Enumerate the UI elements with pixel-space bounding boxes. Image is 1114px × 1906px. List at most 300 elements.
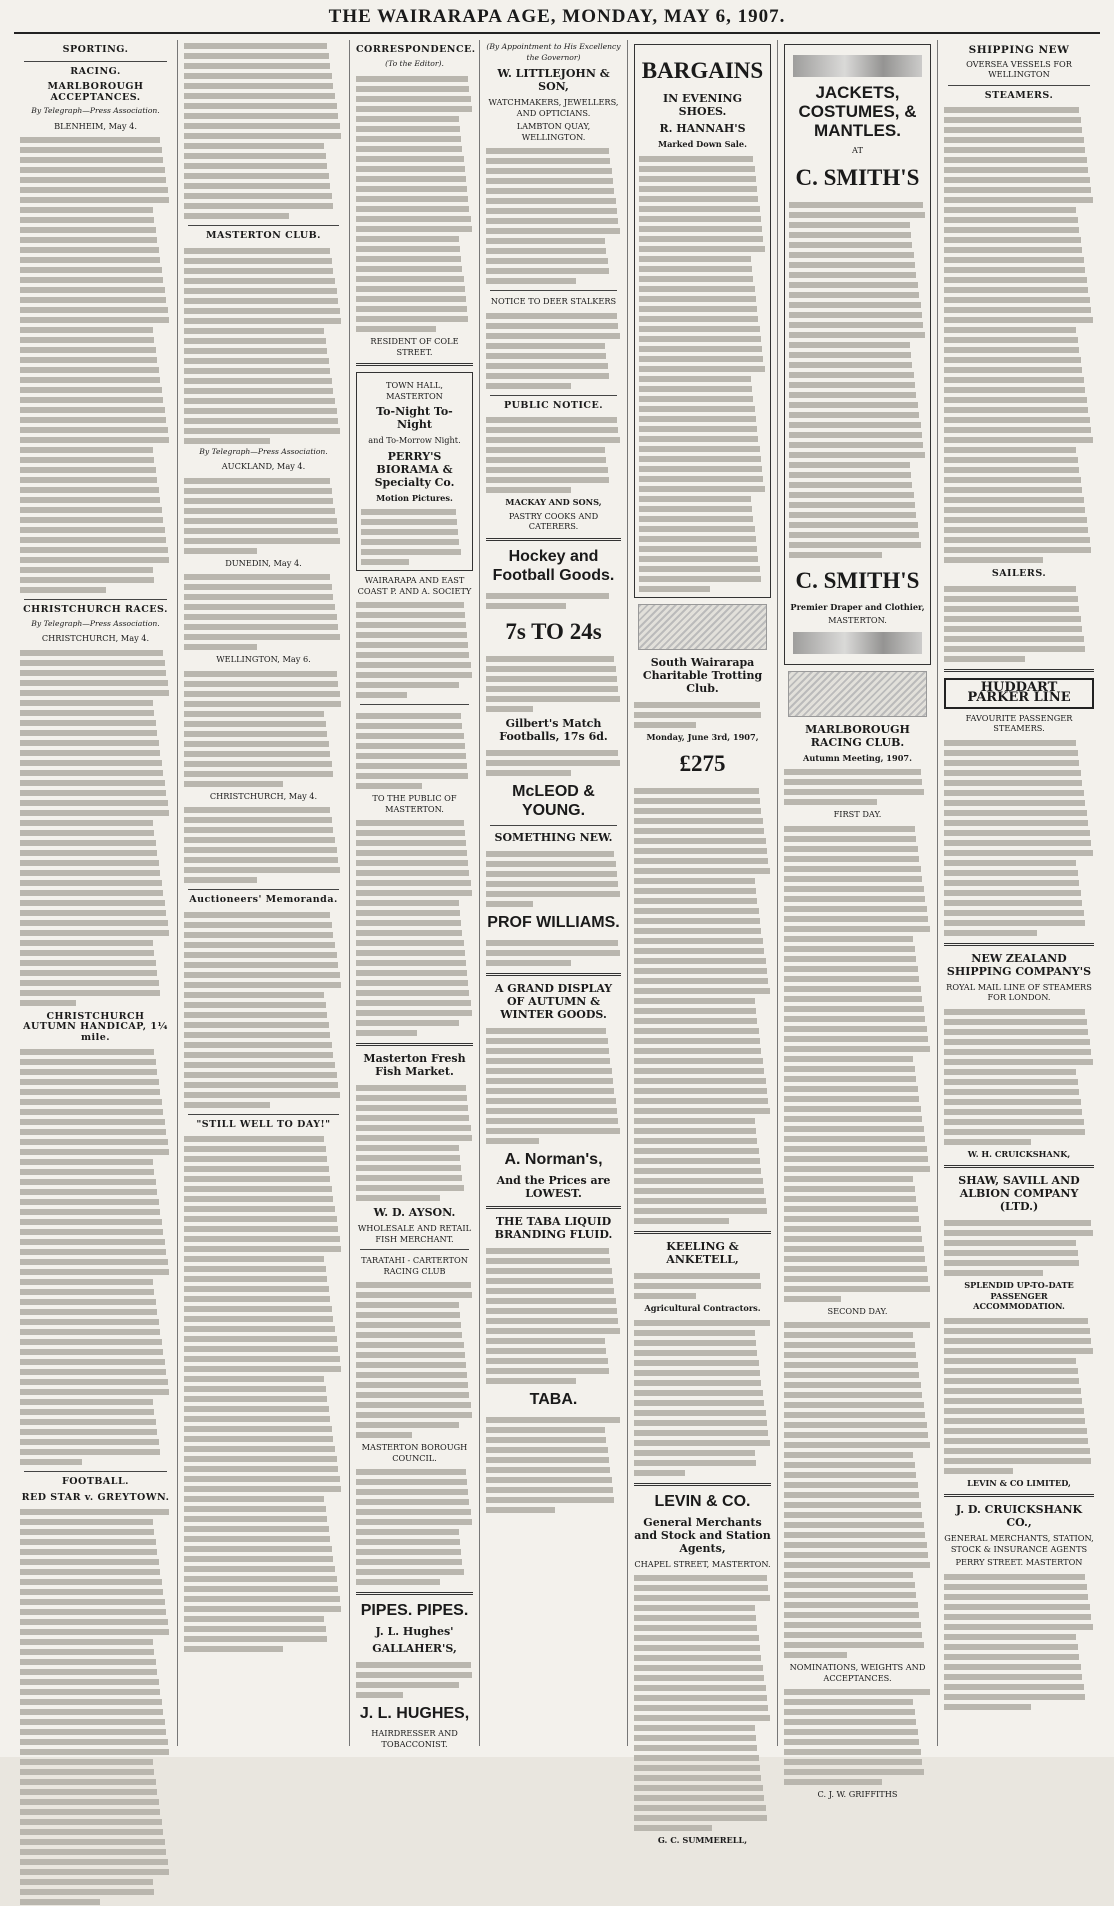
text-line-placeholder [20, 1839, 165, 1845]
text-line-placeholder [20, 1409, 154, 1415]
text-line-placeholder [784, 1136, 925, 1142]
column-6: JACKETS, COSTUMES, & MANTLES. AT C. SMITH'S C. SMITH'S Premier Draper and Clothier, MASTERTON. MARLBOROUGH RACING CLUB. Autumn Meeting, 1907. FIRST DAY. SECOND DAY. NOMINATIONS, WEIGHTS AND ACCEPTANCES. C. J. W. GRIFFITHS [778, 40, 938, 1746]
text-line-placeholder [356, 1489, 468, 1495]
text-line-placeholder [356, 890, 472, 896]
text-line-placeholder [639, 326, 760, 332]
text-line-placeholder [486, 1437, 606, 1443]
text-line-placeholder [20, 137, 160, 143]
text-line-placeholder [784, 1362, 918, 1368]
text-line-placeholder [184, 1326, 335, 1332]
text-line-placeholder [486, 1278, 613, 1284]
text-line-placeholder [784, 906, 927, 912]
byline: By Telegraph—Press Association. [31, 106, 160, 115]
dateline: DUNEDIN, May 4. [225, 557, 302, 568]
text-line-placeholder [20, 1889, 154, 1895]
text-line-placeholder [184, 711, 324, 717]
text-line-placeholder [944, 1358, 1076, 1364]
text-line-placeholder [634, 1293, 696, 1299]
text-line-placeholder [184, 1596, 340, 1602]
text-line-placeholder [639, 486, 765, 492]
text-line-placeholder [944, 417, 1090, 423]
text-line-placeholder [634, 1725, 755, 1731]
text-line-placeholder [944, 1109, 1082, 1115]
advert-pipes: PIPES. PIPES. [360, 1602, 469, 1619]
text-line-placeholder [184, 1102, 270, 1108]
text-line-placeholder [356, 920, 461, 926]
text-line-placeholder [20, 1259, 168, 1265]
text-line-placeholder [784, 1322, 930, 1328]
text-line-placeholder [20, 1619, 168, 1625]
text-line-placeholder [944, 910, 1084, 916]
text-line-placeholder [944, 117, 1081, 123]
text-line-placeholder [634, 1208, 767, 1214]
text-line-placeholder [486, 1308, 617, 1314]
text-line-placeholder [356, 692, 407, 698]
text-line-placeholder [20, 367, 159, 373]
text-line-placeholder [184, 428, 340, 434]
article-heading: MARLBOROUGH ACCEPTANCES. [47, 81, 144, 103]
text-line-placeholder [634, 798, 760, 804]
text-line-placeholder [944, 447, 1076, 453]
text-line-placeholder [639, 356, 763, 362]
text-line-placeholder [20, 1859, 168, 1865]
text-line-placeholder [356, 1135, 472, 1141]
text-line-placeholder [789, 542, 921, 548]
text-line-placeholder [20, 1169, 154, 1175]
text-line-placeholder [184, 827, 333, 833]
text-line-placeholder [639, 556, 758, 562]
text-line-placeholder [20, 1869, 169, 1875]
text-line-placeholder [634, 1675, 764, 1681]
text-line-placeholder [20, 577, 154, 583]
text-line-placeholder [20, 517, 163, 523]
text-line-placeholder [356, 713, 461, 719]
text-line-placeholder [20, 1829, 163, 1835]
text-line-placeholder [639, 426, 757, 432]
text-line-placeholder [356, 753, 466, 759]
text-line-placeholder [356, 773, 468, 779]
text-line-placeholder [184, 1226, 338, 1232]
dateline: WELLINGTON, May 6. [216, 654, 311, 664]
text-line-placeholder [20, 167, 165, 173]
text-line-placeholder [784, 779, 922, 785]
text-line-placeholder [20, 1799, 159, 1805]
text-line-placeholder [944, 387, 1085, 393]
text-line-placeholder [944, 437, 1093, 443]
text-line-placeholder [356, 763, 467, 769]
text-line-placeholder [784, 1472, 916, 1478]
text-line-placeholder [784, 1372, 919, 1378]
text-line-placeholder [20, 890, 163, 896]
text-line-placeholder [634, 702, 760, 708]
text-line-placeholder [784, 1592, 916, 1598]
text-line-placeholder [944, 1704, 1031, 1710]
text-line-placeholder [634, 1148, 759, 1154]
text-line-placeholder [20, 587, 106, 593]
text-line-placeholder [784, 1699, 913, 1705]
text-line-placeholder [784, 1759, 922, 1765]
text-line-placeholder [634, 1665, 763, 1671]
text-line-placeholder [789, 502, 915, 508]
text-line-placeholder [356, 1185, 464, 1191]
text-line-placeholder [944, 1458, 1091, 1464]
text-line-placeholder [184, 173, 329, 179]
text-line-placeholder [486, 1118, 618, 1124]
text-line-placeholder [486, 1108, 617, 1114]
text-line-placeholder [20, 1229, 163, 1235]
text-line-placeholder [789, 282, 918, 288]
text-line-placeholder [944, 157, 1087, 163]
text-line-placeholder [486, 353, 606, 359]
text-line-placeholder [784, 1186, 915, 1192]
text-line-placeholder [184, 614, 337, 620]
text-line-placeholder [20, 1449, 160, 1455]
text-line-placeholder [184, 508, 335, 514]
text-line-placeholder [639, 166, 755, 172]
text-line-placeholder [784, 846, 918, 852]
text-line-placeholder [944, 1368, 1078, 1374]
text-line-placeholder [20, 1099, 162, 1105]
text-line-placeholder [784, 1602, 918, 1608]
text-line-placeholder [184, 388, 333, 394]
text-line-placeholder [20, 1349, 163, 1355]
text-line-placeholder [944, 547, 1091, 553]
text-line-placeholder [944, 1230, 1093, 1236]
text-line-placeholder [789, 452, 925, 458]
text-line-placeholder [20, 1559, 159, 1565]
text-line-placeholder [20, 1179, 156, 1185]
text-line-placeholder [789, 222, 910, 228]
text-line-placeholder [944, 237, 1081, 243]
text-line-placeholder [784, 1749, 921, 1755]
text-line-placeholder [634, 1705, 768, 1711]
text-line-placeholder [20, 760, 162, 766]
text-line-placeholder [944, 1260, 1079, 1266]
text-line-placeholder [639, 456, 761, 462]
text-line-placeholder [184, 1636, 327, 1642]
text-line-placeholder [639, 156, 753, 162]
text-line-placeholder [184, 288, 337, 294]
article-body [20, 134, 171, 594]
text-line-placeholder [20, 1739, 168, 1745]
text-line-placeholder [486, 1318, 618, 1324]
text-line-placeholder [184, 1456, 337, 1462]
text-line-placeholder [639, 306, 757, 312]
text-line-placeholder [784, 1779, 882, 1785]
text-line-placeholder [789, 362, 912, 368]
text-line-placeholder [184, 338, 326, 344]
text-line-placeholder [184, 1062, 335, 1068]
text-line-placeholder [356, 106, 472, 112]
text-line-placeholder [20, 277, 163, 283]
text-line-placeholder [20, 950, 154, 956]
text-line-placeholder [184, 1196, 333, 1202]
text-line-placeholder [184, 1426, 332, 1432]
article-body [20, 1046, 171, 1466]
text-line-placeholder [789, 462, 910, 468]
text-line-placeholder [486, 158, 610, 164]
text-line-placeholder [486, 960, 571, 966]
text-line-placeholder [784, 986, 921, 992]
text-line-placeholder [784, 936, 913, 942]
text-line-placeholder [356, 1010, 472, 1016]
text-line-placeholder [784, 946, 915, 952]
text-line-placeholder [784, 1719, 916, 1725]
text-line-placeholder [20, 1429, 157, 1435]
text-line-placeholder [634, 878, 755, 884]
text-line-placeholder [184, 418, 338, 424]
text-line-placeholder [356, 1662, 471, 1668]
text-line-placeholder [20, 397, 163, 403]
text-line-placeholder [184, 318, 341, 324]
text-line-placeholder [944, 1378, 1079, 1384]
text-line-placeholder [634, 1158, 760, 1164]
text-line-placeholder [184, 1486, 341, 1492]
text-line-placeholder [184, 574, 330, 580]
text-line-placeholder [184, 1406, 329, 1412]
text-line-placeholder [789, 202, 923, 208]
text-line-placeholder [20, 547, 168, 553]
text-line-placeholder [356, 266, 462, 272]
text-line-placeholder [944, 1348, 1093, 1354]
text-line-placeholder [20, 660, 165, 666]
text-line-placeholder [944, 307, 1091, 313]
text-line-placeholder [634, 898, 757, 904]
text-line-placeholder [356, 1115, 469, 1121]
text-line-placeholder [184, 1336, 337, 1342]
text-line-placeholder [634, 1038, 760, 1044]
text-line-placeholder [486, 1058, 610, 1064]
text-line-placeholder [944, 1604, 1090, 1610]
article-heading: Auctioneers' Memoranda. [189, 894, 338, 905]
text-line-placeholder [784, 926, 930, 932]
text-line-placeholder [944, 367, 1082, 373]
text-line-placeholder [639, 286, 755, 292]
text-line-placeholder [944, 467, 1079, 473]
text-line-placeholder [639, 206, 760, 212]
text-line-placeholder [784, 799, 877, 805]
text-line-placeholder [356, 970, 467, 976]
text-line-placeholder [20, 1239, 165, 1245]
text-line-placeholder [184, 368, 330, 374]
text-line-placeholder [184, 691, 340, 697]
text-line-placeholder [486, 940, 618, 946]
text-line-placeholder [486, 1068, 612, 1074]
text-line-placeholder [639, 346, 762, 352]
text-line-placeholder [184, 761, 332, 767]
text-line-placeholder [634, 1138, 757, 1144]
text-line-placeholder [634, 1460, 756, 1466]
text-line-placeholder [639, 416, 756, 422]
text-line-placeholder [20, 740, 159, 746]
text-line-placeholder [20, 650, 163, 656]
text-line-placeholder [486, 467, 608, 473]
text-line-placeholder [944, 397, 1087, 403]
text-line-placeholder [486, 1368, 609, 1374]
text-line-placeholder [784, 1552, 928, 1558]
text-line-placeholder [784, 856, 919, 862]
text-line-placeholder [356, 1362, 466, 1368]
text-line-placeholder [634, 1755, 759, 1761]
text-line-placeholder [20, 1529, 154, 1535]
text-line-placeholder [20, 1519, 153, 1525]
text-line-placeholder [486, 593, 609, 599]
text-line-placeholder [356, 1479, 467, 1485]
article-body [20, 647, 171, 1007]
text-line-placeholder [639, 366, 765, 372]
text-line-placeholder [944, 1654, 1079, 1660]
text-line-placeholder [486, 1358, 608, 1364]
text-line-placeholder [20, 900, 165, 906]
text-line-placeholder [486, 218, 618, 224]
text-line-placeholder [486, 1028, 606, 1034]
text-line-placeholder [784, 1046, 930, 1052]
text-line-placeholder [184, 1082, 338, 1088]
text-line-placeholder [944, 227, 1079, 233]
text-line-placeholder [184, 1646, 283, 1652]
advert-shaw-savill: SHAW, SAVILL AND ALBION COMPANY (LTD.) [958, 1174, 1080, 1213]
text-line-placeholder [634, 808, 761, 814]
text-line-placeholder [356, 1282, 471, 1288]
text-line-placeholder [20, 357, 157, 363]
text-line-placeholder [634, 918, 760, 924]
text-line-placeholder [356, 166, 465, 172]
text-line-placeholder [784, 1156, 928, 1162]
text-line-placeholder [184, 1556, 333, 1562]
article-body [184, 804, 343, 884]
text-line-placeholder [184, 1366, 341, 1372]
text-line-placeholder [486, 666, 616, 672]
text-line-placeholder [20, 1769, 154, 1775]
text-line-placeholder [634, 1218, 729, 1224]
text-line-placeholder [356, 662, 471, 668]
text-line-placeholder [356, 900, 459, 906]
text-line-placeholder [184, 1516, 327, 1522]
text-line-placeholder [784, 1096, 919, 1102]
text-line-placeholder [20, 267, 162, 273]
text-line-placeholder [20, 800, 168, 806]
text-line-placeholder [486, 1378, 576, 1384]
text-line-placeholder [356, 1000, 471, 1006]
text-line-placeholder [634, 938, 763, 944]
text-line-placeholder [20, 467, 156, 473]
text-line-placeholder [356, 316, 468, 322]
columns [14, 40, 1100, 1845]
text-line-placeholder [184, 701, 341, 707]
text-line-placeholder [634, 908, 759, 914]
text-line-placeholder [634, 1615, 756, 1621]
text-line-placeholder [184, 1266, 326, 1272]
advert-something-new: SOMETHING NEW. [494, 830, 613, 844]
text-line-placeholder [20, 830, 154, 836]
advert-cruickshank: J. D. CRUICKSHANK CO., [955, 1503, 1083, 1529]
text-line-placeholder [639, 576, 761, 582]
text-line-placeholder [20, 820, 153, 826]
column-4: (By Appointment to His Excellency the Governor) W. LITTLEJOHN & SON, WATCHMAKERS, JEWELLERS, AND OPTICIANS. LAMBTON QUAY, WELLINGTON. NOTICE TO DEER STALKERS PUBLIC NOTICE. MACKAY AND SONS, PASTRY COOKS AND CATERERS. Hockey and Football Goods. 7s TO 24s Gilbert's Match Footballs, 17s 6d. McLEOD & YOUNG. SOMETHING NEW. PROF WILLIAMS. A GRAND DISPLAY OF AUTUMN & WINTER GOODS. A. Norman's, And the Prices are LOWEST. THE TABA LIQUID BRANDING FLUID. TABA. [480, 40, 628, 1746]
text-line-placeholder [789, 292, 919, 298]
text-line-placeholder [784, 896, 925, 902]
text-line-placeholder [356, 206, 469, 212]
text-line-placeholder [20, 297, 166, 303]
text-line-placeholder [784, 1226, 921, 1232]
text-line-placeholder [20, 307, 168, 313]
masthead-rule [14, 32, 1100, 34]
text-line-placeholder [20, 1329, 160, 1335]
text-line-placeholder [20, 557, 169, 563]
text-line-placeholder [184, 932, 333, 938]
text-line-placeholder [486, 1248, 609, 1254]
text-line-placeholder [634, 1815, 767, 1821]
text-line-placeholder [356, 622, 466, 628]
text-line-placeholder [356, 1342, 464, 1348]
text-line-placeholder [356, 830, 465, 836]
text-line-placeholder [634, 988, 770, 994]
text-line-placeholder [634, 1350, 757, 1356]
text-line-placeholder [789, 262, 915, 268]
text-line-placeholder [356, 296, 466, 302]
text-line-placeholder [944, 586, 1076, 592]
text-line-placeholder [356, 733, 464, 739]
text-line-placeholder [184, 1606, 341, 1612]
text-line-placeholder [944, 527, 1088, 533]
text-line-placeholder [184, 1386, 326, 1392]
text-line-placeholder [486, 656, 614, 662]
text-line-placeholder [20, 287, 165, 293]
text-line-placeholder [784, 1542, 927, 1548]
text-line-placeholder [789, 382, 915, 388]
text-line-placeholder [356, 632, 467, 638]
text-line-placeholder [784, 1286, 930, 1292]
text-line-placeholder [486, 1288, 614, 1294]
text-line-placeholder [486, 1417, 620, 1423]
text-line-placeholder [184, 1546, 332, 1552]
text-line-placeholder [789, 312, 922, 318]
text-line-placeholder [486, 1447, 608, 1453]
text-line-placeholder [784, 1206, 918, 1212]
text-line-placeholder [184, 478, 330, 484]
text-line-placeholder [20, 1149, 169, 1155]
text-line-placeholder [20, 850, 157, 856]
text-line-placeholder [20, 1569, 160, 1575]
text-line-placeholder [184, 877, 257, 883]
column-5: BARGAINS IN EVENING SHOES. R. HANNAH'S Marked Down Sale. South Wairarapa Charitable Trotting Club. Monday, June 3rd, 1907, £275 KEELING & ANKETELL, Agricultural Contractors. LEVIN & CO. General Merchants and Stock and Station Agents, CHAPEL STREET, MASTERTON. G. C. SUMMERELL, [628, 40, 778, 1746]
text-line-placeholder [486, 1038, 608, 1044]
text-line-placeholder [20, 1589, 163, 1595]
text-line-placeholder [356, 1499, 469, 1505]
text-line-placeholder [184, 634, 340, 640]
text-line-placeholder [184, 972, 340, 978]
advert-heading: PUBLIC NOTICE. [503, 399, 604, 411]
text-line-placeholder [356, 602, 464, 608]
text-line-placeholder [944, 347, 1079, 353]
text-line-placeholder [356, 256, 461, 262]
text-line-placeholder [784, 866, 921, 872]
text-line-placeholder [639, 196, 758, 202]
text-line-placeholder [639, 396, 753, 402]
text-line-placeholder [944, 1250, 1078, 1256]
text-line-placeholder [639, 266, 752, 272]
text-line-placeholder [784, 1166, 930, 1172]
text-line-placeholder [184, 1276, 327, 1282]
text-line-placeholder [356, 1105, 468, 1111]
text-line-placeholder [184, 751, 330, 757]
text-line-placeholder [789, 442, 923, 448]
text-line-placeholder [944, 137, 1084, 143]
text-line-placeholder [20, 327, 153, 333]
text-line-placeholder [356, 156, 464, 162]
text-line-placeholder [184, 83, 333, 89]
text-line-placeholder [20, 880, 162, 886]
